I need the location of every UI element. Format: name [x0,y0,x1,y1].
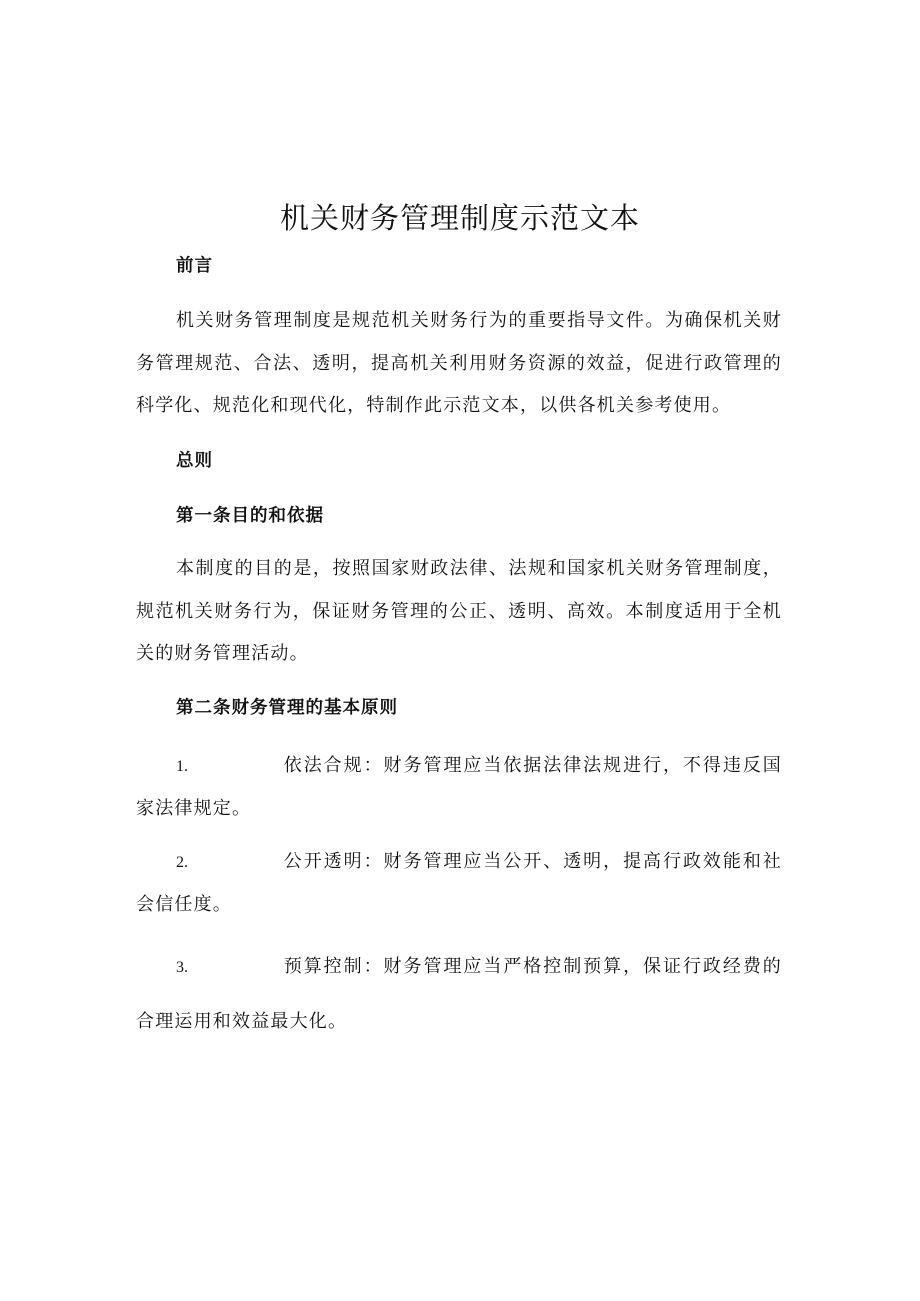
principle-item-2 [136,841,782,926]
article-1-heading: 第一条目的和依据 [176,506,324,526]
general-heading: 总则 [176,451,213,471]
principle-item-3-text: 预算控制：财务管理应当严格控制预算，保证行政经费的合理运用和效益最大化。 [136,956,782,1032]
preface-paragraph: 机关财务管理制度是规范机关财务行为的重要指导文件。为确保机关财务管理规范、合法、透明，提高机关利用财务资源的效益，促进行政管理的科学化、规范化和现代化，特制作此示范文本，以供各机关参考使用。 [136,310,782,416]
principle-item-1-text: 依法合规：财务管理应当依据法律法规进行，不得违反国家法律规定。 [136,755,782,819]
document-title: 机关财务管理制度示范文本 [279,201,640,235]
principle-item-1-number: 1. [176,758,188,775]
principle-item-3 [136,940,782,1049]
principle-item-2-number: 2. [176,854,188,871]
article-1-paragraph: 本制度的目的是，按照国家财政法律、法规和国家机关财务管理制度，规范机关财务行为，保证财务管理的公正、透明、高效。本制度适用于全机关的财务管理活动。 [136,558,782,664]
article-2-heading: 第二条财务管理的基本原则 [176,698,398,718]
preface-heading: 前言 [176,256,213,276]
principle-item-2-text: 公开透明：财务管理应当公开、透明，提高行政效能和社会信任度。 [136,851,782,915]
principle-item-3-number: 3. [176,959,188,976]
principle-item-1 [136,745,782,830]
